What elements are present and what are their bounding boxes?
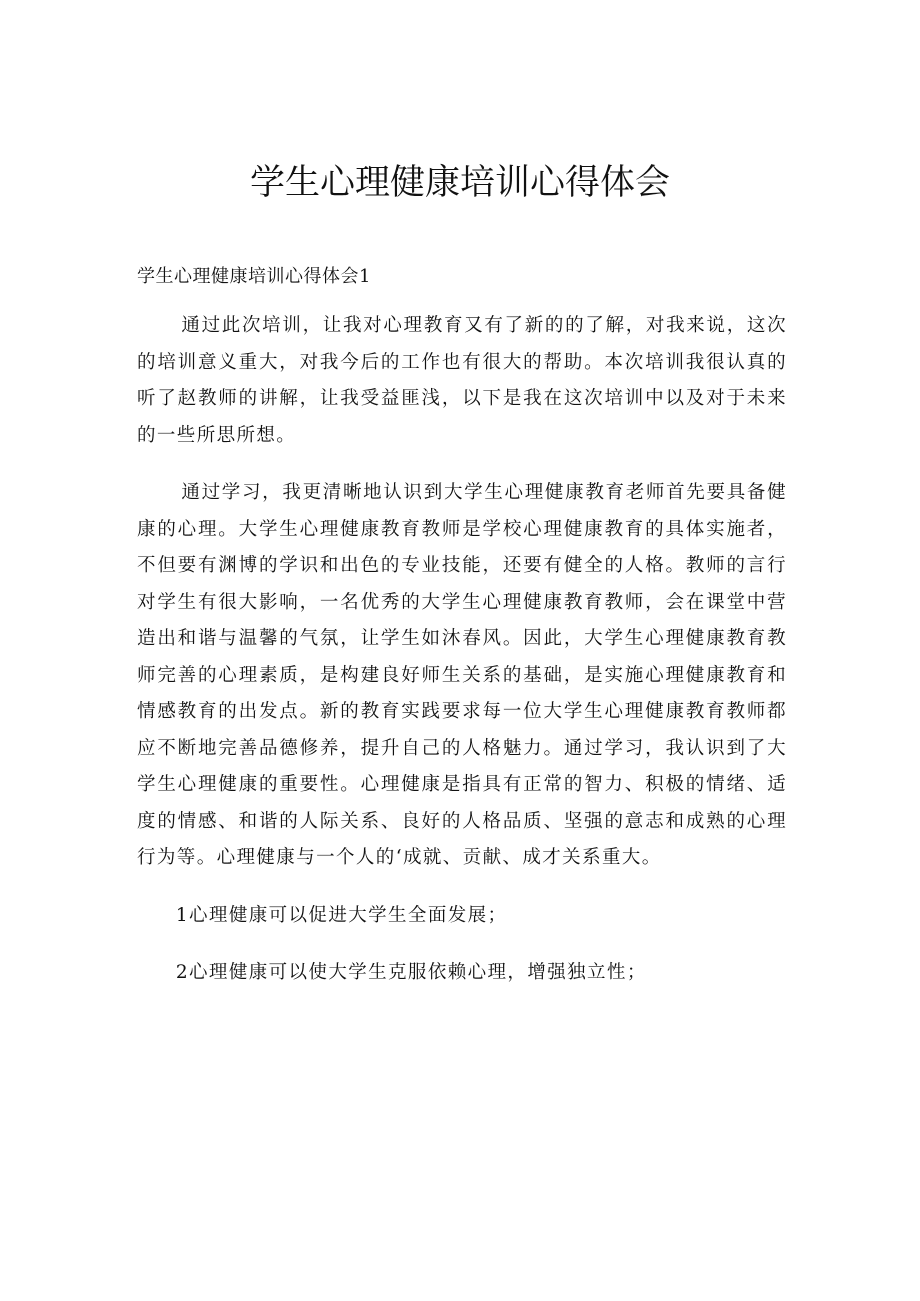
document-title: 学生心理健康培训心得体会 xyxy=(249,163,670,203)
paragraph-1: 通过此次培训，让我对心理教育又有了新的的了解，对我来说，这次的培训意义重大，对我今后的工作也有很大的帮助。本次培训我很认真的听了赵教师的讲解，让我受益匪浅，以下是我在这次培训中以及对于未来的一些所思所想。 xyxy=(137,315,787,446)
list-item-2: 2心理健康可以使大学生克服依赖心理，增强独立性； xyxy=(175,962,647,983)
list-item-1: 1心理健康可以促进大学生全面发展； xyxy=(175,904,508,926)
document-body xyxy=(137,308,787,1013)
document-subtitle: 学生心理健康培训心得体会1 xyxy=(137,266,371,287)
paragraph-2: 通过学习，我更清晰地认识到大学生心理健康教育老师首先要具备健康的心理。大学生心理健康教育教师是学校心理健康教育的具体实施者，不但要有渊博的学识和出色的专业技能，还要有健全的人格。教师的言行对学生有很大影响，一名优秀的大学生心理健康教育教师，会在课堂中营造出和谐与温馨的气氛，让学生如沐春风。因此，大学生心理健康教育教师完善的心理素质，是构建良好师生关系的基础，是实施心理健康教育和情感教育的出发点。新的教育实践要求每一位大学生心理健康教育教师都应不断地完善品德修养，提升自己的人格魅力。通过学习，我认识到了大学生心理健康的重要性。心理健康是指具有正常的智力、积极的情绪、适度的情感、和谐的人际关系、良好的人格品质、坚强的意志和成熟的心理行为等。心理健康与一个人的‘成就、贡献、成才关系重大。 xyxy=(137,482,787,868)
